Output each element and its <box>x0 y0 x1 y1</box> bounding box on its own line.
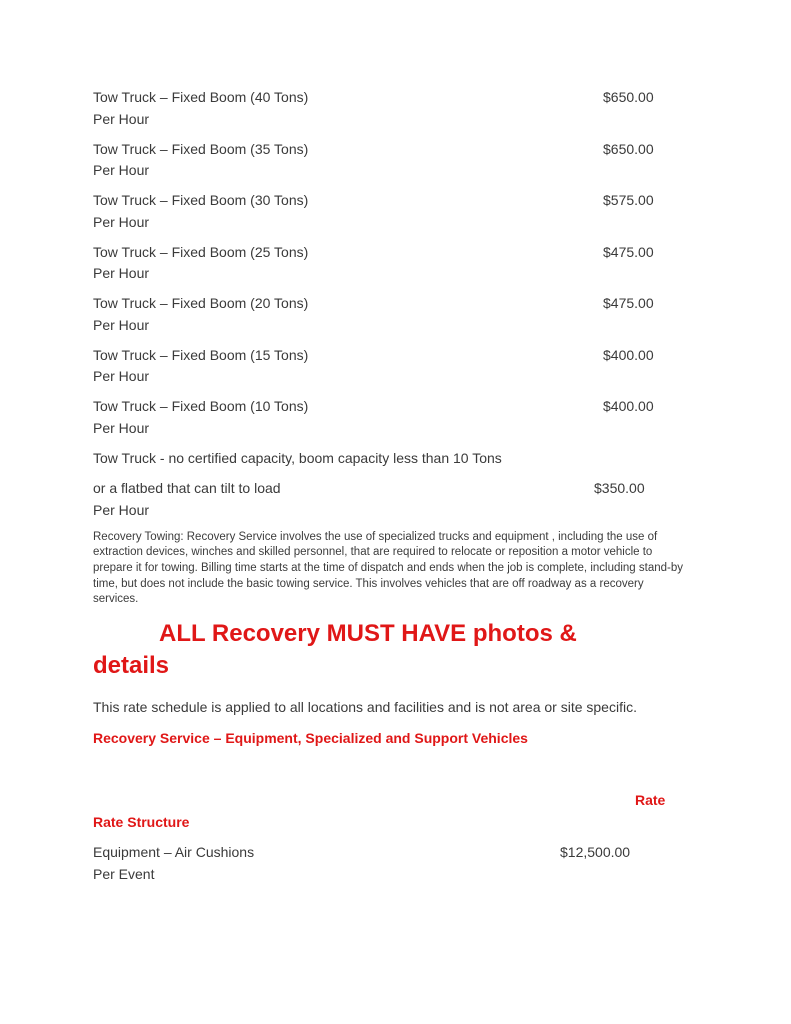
rate-row-flatbed <box>93 478 713 521</box>
rate-item-unit: Per Hour <box>93 501 150 518</box>
rate-item-label: Equipment – Air Cushions <box>93 844 255 861</box>
rate-item-unit: Per Hour <box>93 368 150 384</box>
recovery-requirement-heading <box>93 618 693 681</box>
recovery-towing-note: Recovery Towing: Recovery Service involves the use of specialized trucks and equipment , including the use of extraction devices, winches and skilled personnel, that are required to relocate or reposition a motor vehicle to prepare it for towing. Billing time starts at the time of dispatch and ends when the job is complete, including stand-by time, but does not include the basic towing service. This involves vehicles that are off roadway as a recovery services. <box>93 530 684 606</box>
rate-item-label: Tow Truck – Fixed Boom (35 Tons) <box>93 140 309 157</box>
rate-item-label: Tow Truck - no certified capacity, boom capacity less than 10 Tons <box>93 449 502 466</box>
rate-item-price: $350.00 <box>594 480 645 496</box>
rate-item-unit: Per Hour <box>93 110 150 127</box>
rate-item-price: $650.00 <box>603 140 654 157</box>
rate-structure-header: Rate Structure <box>93 813 190 830</box>
rate-row-40-tons <box>93 87 713 130</box>
rate-item-unit: Per Hour <box>93 265 150 281</box>
rate-item-label: Tow Truck – Fixed Boom (30 Tons) <box>93 192 309 208</box>
rate-row-25-tons <box>93 242 713 285</box>
rate-item-unit: Per Hour <box>93 162 150 178</box>
heading-line-1: ALL Recovery MUST HAVE photos & <box>159 620 577 648</box>
rate-item-price: $400.00 <box>603 346 654 363</box>
rate-row-20-tons <box>93 293 713 336</box>
rate-item-label: Tow Truck – Fixed Boom (15 Tons) <box>93 346 309 363</box>
rate-item-label: Tow Truck – Fixed Boom (20 Tons) <box>93 295 309 311</box>
heading-line-2: details <box>93 651 170 679</box>
rate-schedule-scope-note: This rate schedule is applied to all locations and facilities and is not area or site specific. <box>93 699 637 716</box>
rate-item-unit: Per Hour <box>93 419 150 436</box>
rate-row-no-certified-capacity <box>93 448 713 470</box>
rate-item-unit: Per Hour <box>93 213 150 230</box>
rate-row-35-tons <box>93 139 713 182</box>
rate-item-label: Tow Truck – Fixed Boom (25 Tons) <box>93 243 309 260</box>
rate-row-15-tons <box>93 345 713 388</box>
rate-item-price: $12,500.00 <box>560 844 631 861</box>
rate-item-price: $475.00 <box>603 243 654 260</box>
rate-item-label: or a flatbed that can tilt to load <box>93 480 281 496</box>
rate-column-header: Rate <box>635 792 666 809</box>
rate-item-unit: Per Event <box>93 865 155 882</box>
rate-row-10-tons <box>93 396 713 439</box>
document-content <box>93 87 713 894</box>
rate-item-price: $575.00 <box>603 192 654 208</box>
rate-row-30-tons <box>93 190 713 233</box>
rate-table-header <box>93 790 713 833</box>
section-heading-recovery-service: Recovery Service – Equipment, Specialized and Support Vehicles <box>93 729 528 746</box>
rate-item-price: $475.00 <box>603 295 654 311</box>
rate-item-price: $650.00 <box>603 89 654 105</box>
rate-row-air-cushions <box>93 842 713 885</box>
rate-item-unit: Per Hour <box>93 316 150 333</box>
rate-item-label: Tow Truck – Fixed Boom (10 Tons) <box>93 398 309 414</box>
rate-item-price: $400.00 <box>603 398 654 414</box>
rate-item-label: Tow Truck – Fixed Boom (40 Tons) <box>93 89 309 105</box>
